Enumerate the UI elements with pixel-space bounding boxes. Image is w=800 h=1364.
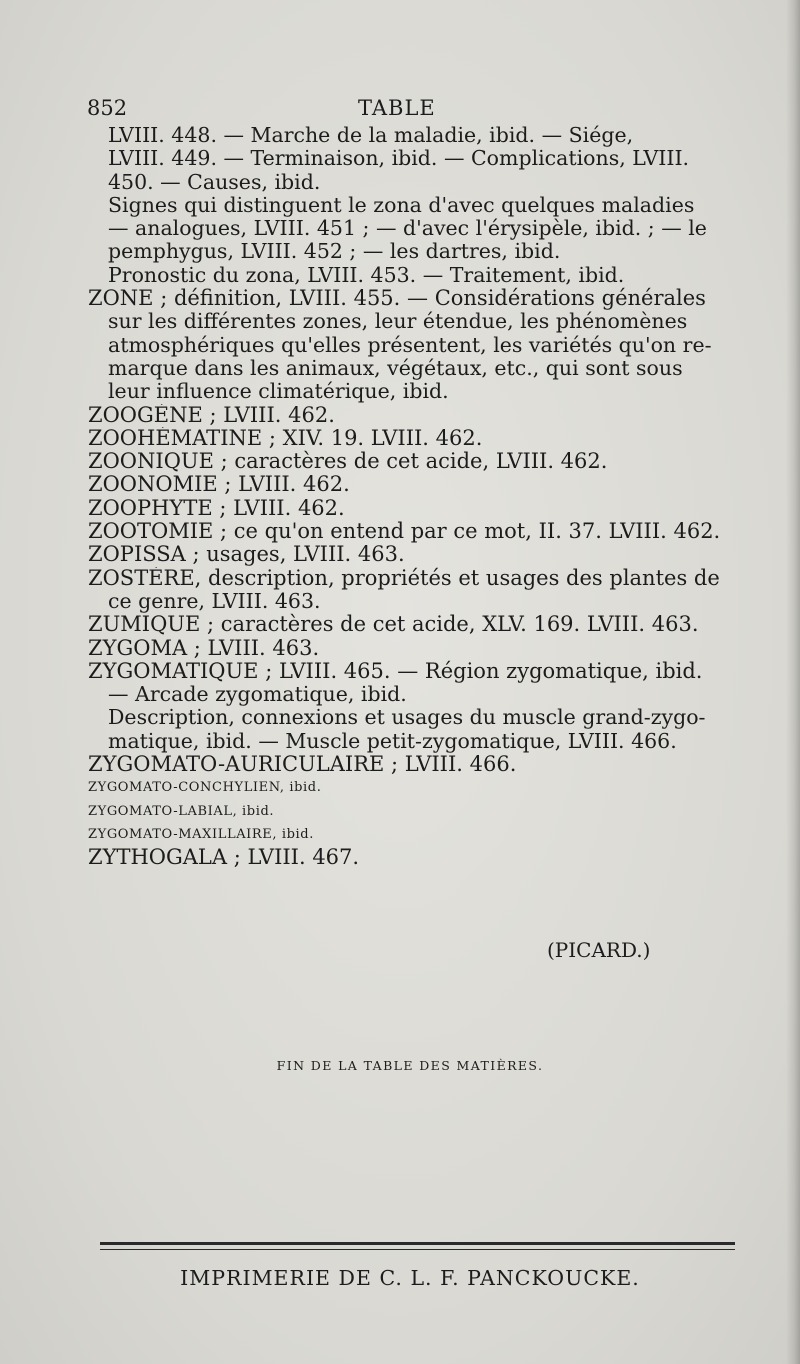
index-entry: ZYGOMATO-CONCHYLIEN, ibid. (88, 780, 322, 796)
index-entry: ZYGOMATO-LABIAL, ibid. (88, 803, 275, 819)
index-entry: ZYGOMATO-AURICULAIRE ; LVIII. 466. (88, 753, 517, 777)
index-entry: — analogues, LVIII. 451 ; — d'avec l'érysipèle, ibid. ; — le (108, 217, 707, 241)
index-entry: ZYGOMATIQUE ; LVIII. 465. — Région zygomatique, ibid. (88, 659, 703, 683)
author-signature: (PICARD.) (547, 938, 651, 962)
index-entry: ZYTHOGALA ; LVIII. 467. (88, 846, 360, 870)
index-entry: ce genre, LVIII. 463. (108, 589, 321, 613)
index-entry: ZOSTÈRE, description, propriétés et usages des plantes de (88, 566, 720, 590)
index-entry: 450. — Causes, ibid. (108, 170, 321, 194)
index-entry: marque dans les animaux, végétaux, etc., qui sont sous (108, 356, 683, 380)
index-entry: leur influence climatérique, ibid. (108, 380, 449, 404)
page-header (0, 96, 800, 126)
index-entry: matique, ibid. — Muscle petit-zygomatique, LVIII. 466. (108, 729, 677, 753)
index-entry: sur les différentes zones, leur étendue, les phénomènes (108, 310, 688, 334)
index-entry: ZOPISSA ; usages, LVIII. 463. (88, 543, 405, 567)
end-of-table-note: FIN DE LA TABLE DES MATIÈRES. (276, 1058, 544, 1073)
index-entry: ZYGOMATO-MAXILLAIRE, ibid. (88, 826, 314, 842)
index-entry: Description, connexions et usages du muscle grand-zygo- (108, 706, 706, 730)
index-entry: ZOOGÈNE ; LVIII. 462. (88, 403, 335, 427)
index-entry: Signes qui distinguent le zona d'avec quelques maladies (108, 193, 695, 217)
index-entry: ZOONOMIE ; LVIII. 462. (88, 473, 350, 497)
index-entry: ZONE ; définition, LVIII. 455. — Considérations générales (88, 287, 706, 311)
running-title: TABLE (358, 96, 436, 120)
divider-thin (100, 1249, 735, 1250)
index-entry: ZOOTOMIE ; ce qu'on entend par ce mot, II. 37. LVIII. 462. (88, 520, 721, 544)
index-entry: LVIII. 448. — Marche de la maladie, ibid. — Siége, (108, 124, 634, 147)
printer-imprint: IMPRIMERIE DE C. L. F. PANCKOUCKE. (180, 1266, 640, 1290)
index-entry: — Arcade zygomatique, ibid. (108, 683, 407, 707)
index-entry: ZOOPHYTE ; LVIII. 462. (88, 496, 345, 520)
index-entry: ZOONIQUE ; caractères de cet acide, LVIII. 462. (88, 450, 608, 474)
index-entry: pemphygus, LVIII. 452 ; — les dartres, ibid. (108, 240, 561, 264)
divider-thick (100, 1242, 735, 1245)
index-entry: Pronostic du zona, LVIII. 453. — Traitement, ibid. (108, 263, 625, 287)
index-entry: LVIII. 449. — Terminaison, ibid. — Complications, LVIII. (108, 147, 690, 171)
page-number: 852 (87, 96, 128, 120)
page-edge-shadow (786, 0, 800, 1364)
index-entry: atmosphériques qu'elles présentent, les variétés qu'on re- (108, 333, 712, 357)
index-entry: ZOOHÉMATINE ; XIV. 19. LVIII. 462. (88, 426, 483, 450)
index-entries (88, 124, 733, 870)
index-entry: ZYGOMA ; LVIII. 463. (88, 636, 320, 660)
index-entry: ZUMIQUE ; caractères de cet acide, XLV. 169. LVIII. 463. (88, 613, 699, 637)
